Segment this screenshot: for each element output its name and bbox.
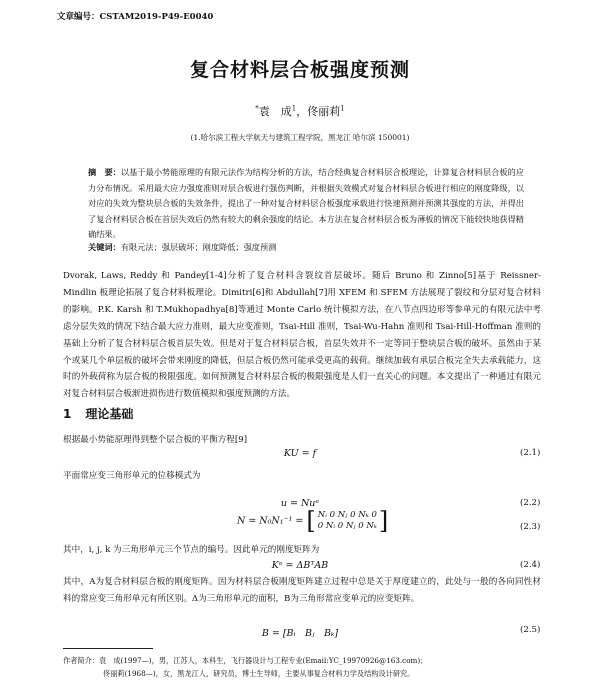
- section-title: 理论基础: [85, 407, 134, 421]
- keywords: [88, 242, 524, 253]
- equation-2-2: u = Nuᵉ: [280, 498, 320, 509]
- equation-2-3: [237, 509, 388, 533]
- matrix-rows: [316, 510, 379, 532]
- shape-matrix: [306, 509, 388, 533]
- matrix-right-bracket: ]: [378, 507, 389, 535]
- equation-2-5: B = [Bᵢ Bⱼ Bₖ]: [261, 628, 339, 639]
- authors-line: [0, 103, 600, 119]
- author-2-affil: 1: [340, 104, 345, 113]
- keywords-text: 有限元法；强层破坏；刚度降低；强度预测: [120, 242, 277, 252]
- author-sep: ，: [296, 105, 308, 118]
- author-2: 佟丽莉: [307, 105, 341, 118]
- equation-2-2-number: (2.2): [520, 498, 541, 508]
- equation-2-1-number: (2.1): [520, 448, 541, 458]
- abstract-label: 摘 要：: [88, 167, 121, 177]
- matrix-row-2: 0 Nᵢ 0 Nⱼ 0 Nₖ: [317, 521, 377, 531]
- section-number: 1: [63, 407, 72, 421]
- author-1: 袁 成: [258, 105, 292, 118]
- equation-2-3-number: (2.3): [520, 522, 541, 532]
- equation-2-5-number: (2.5): [520, 625, 541, 635]
- abstract: [88, 165, 524, 243]
- section-heading: [63, 405, 147, 422]
- equation-2-4: Kᵉ = ΔBᵀAB: [271, 560, 329, 571]
- paper-title: 复合材料层合板强度预测: [189, 59, 410, 81]
- corresponding-mark: *: [255, 104, 259, 113]
- intro-paragraph: Dvorak, Laws, Reddy 和 Pandey[1-4]分析了复合材料含裂纹首层破坏。随后 Bruno 和 Zinno[5]基于 Reissner-Mindlin 板理论拓展了复合材料板理论。Dimitri[6]和 Abdullah[7]用 XFEM 和 SFEM 方法展现了裂纹和分层对复合材料的影响。P.K. Karsh 和 T.Mukhopadhya[8]等通过 Monte Carlo 统计模拟方法，在八节点四边形等参单元的有限元法中考虑分层失效的情况下结合最大应力准则，最大应变准则，Tsai-Hill 准则，Tsai-Wu-Hahn 准则和 Tsai-Hill-Hoffman 准则的基础上分析了复合材料层合板首层失效。但是对于复合材料层合板，首层失效并不一定等同于整块层合板的破坏。虽然由于某个或某几个单层板的破坏会带来刚度的降低，但层合板仍然可能承受更高的载荷。继续加载有承层合板完全失去承载能力，这时的外载荷称为层合板的极限强度。如何预测复合材料层合板的极限强度是人们一直关心的问题。本文提出了一种通过有限元对复合材料层合板渐进损伤进行数值模拟和强度预测的方法。: [63, 271, 541, 400]
- keywords-label: 关键词：: [88, 242, 121, 252]
- paragraph-2: 平面常应变三角形单元的位移模式为: [63, 471, 201, 481]
- equation-2-1: KU = f: [283, 448, 317, 459]
- paragraph-3: 其中，i, j, k 为三角形单元三个节点的编号。因此单元的刚度矩阵为: [63, 545, 320, 555]
- footnote-divider: [63, 648, 153, 649]
- abstract-text: 以基于最小势能原理的有限元法作为结构分析的方法，结合经典复合材料层合板理论，计算复合材料层合板的应力分布情况。采用最大应力强度准则对层合板进行强伤判断，并根据失效模式对复合材料层合板进行相应的刚度降级，以对应的失效为整块层合板的失效条件，提出了一种对复合材料层合板强度承载进行快速预测并预测其强度的方法，并得出了复合材料层合板在首层失效后仍然有较大的剩余强度的结论。本方法在复合材料层合板为薄板的情况下能较快地获得精确结果。: [88, 167, 524, 239]
- equation-2-3-lhs: N = N₀N₁⁻¹ =: [237, 515, 304, 527]
- paragraph-4: 其中，A为复合材料层合板的刚度矩阵。因为材料层合板刚度矩阵建立过程中总是关于厚度建立的，此处与一般的各向同性材料的常应变三角形单元有所区别。Δ为三角形单元的面积，B为三角形常应变单元的应变矩阵。: [63, 577, 541, 604]
- paragraph-1: 根据最小势能原理得到整个层合板的平衡方程[9]: [63, 435, 248, 445]
- doc-number: 文章编号：CSTAM2019-P49-E0040: [57, 12, 214, 22]
- matrix-row-1: Nᵢ 0 Nⱼ 0 Nₖ 0: [317, 510, 377, 520]
- footnote-line-1: 作者简介：袁 成(1997—)，男，江苏人，本科生，飞行器设计与工程专业(Email:YC_19970926@163.com)；: [63, 656, 428, 665]
- equation-2-4-number: (2.4): [520, 560, 541, 570]
- matrix-left-bracket: [: [306, 507, 316, 535]
- footnote-line-2: 佟丽莉(1968—)，女，黑龙江人，研究员，博士生导师，主要从事复合材料力学及结构设计研究。: [103, 669, 415, 678]
- author-1-affil: 1: [291, 104, 297, 113]
- affiliation: (1.哈尔滨工程大学航天与建筑工程学院，黑龙江 哈尔滨 150001): [190, 133, 410, 142]
